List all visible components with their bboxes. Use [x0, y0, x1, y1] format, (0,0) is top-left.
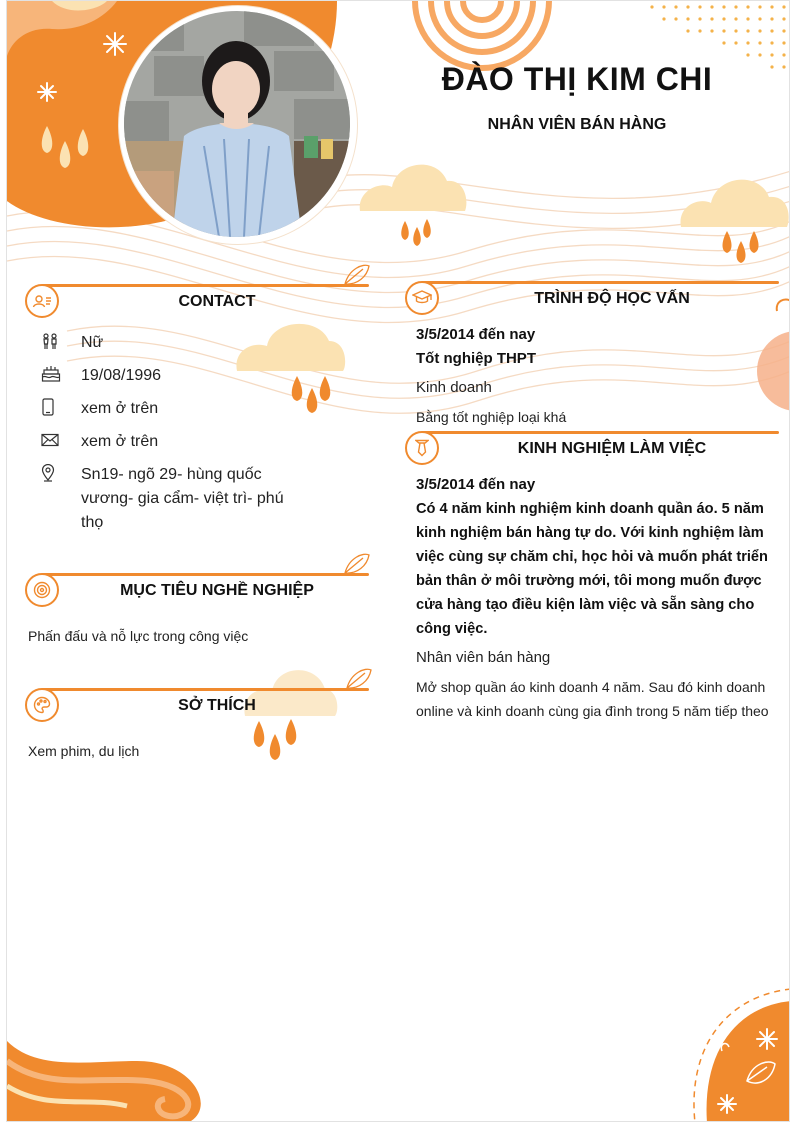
section-objective-header: [25, 573, 369, 609]
email-value: xem ở trên: [81, 433, 159, 450]
top-arcs: [415, 1, 549, 68]
section-title: MỤC TIÊU NGHỀ NGHIỆP: [120, 582, 314, 599]
education-note: Bằng tốt nghiệp loại khá: [416, 409, 567, 425]
bottom-left-swirl: [7, 1041, 201, 1122]
education-degree: Tốt nghiệp THPT: [416, 350, 536, 367]
contact-birthday: [41, 364, 341, 388]
contact-email: [41, 430, 341, 454]
section-hobbies-header: [25, 688, 369, 724]
experience-period: 3/5/2014 đến nay: [416, 476, 536, 493]
section-line: [41, 688, 369, 691]
location-pin-icon: [41, 463, 81, 483]
birthday-value: 19/08/1996: [81, 367, 162, 384]
hobbies-text: Xem phim, du lịch: [28, 743, 140, 759]
experience-position: Nhân viên bán hàng: [416, 649, 551, 666]
full-name: ĐÀO THỊ KIM CHI: [441, 61, 713, 97]
graduation-cap-icon: [405, 281, 439, 315]
experience-description: Mở shop quần áo kinh doanh 4 năm. Sau đó kinh doanh online và kinh doanh cùng gia đình trong 5 năm tiếp theo: [416, 679, 769, 719]
phone-icon: [41, 397, 81, 417]
section-title: TRÌNH ĐỘ HỌC VẤN: [534, 290, 690, 307]
section-title: CONTACT: [178, 293, 256, 310]
section-title: SỞ THÍCH: [178, 697, 256, 714]
objective-text: Phấn đấu và nỗ lực trong công việc: [28, 628, 249, 644]
gender-icon: [41, 331, 81, 351]
section-line: [421, 281, 779, 284]
job-title: NHÂN VIÊN BÁN HÀNG: [487, 116, 667, 133]
contact-card-icon: [25, 284, 59, 318]
education-major: Kinh doanh: [416, 379, 492, 396]
avatar: [124, 11, 350, 237]
section-education-header: [405, 281, 779, 317]
section-title: KINH NGHIỆM LÀM VIỆC: [517, 440, 707, 457]
gender-value: Nữ: [81, 334, 104, 351]
bottom-right-blob: [694, 989, 790, 1122]
section-line: [41, 573, 369, 576]
palette-icon: [25, 688, 59, 722]
section-contact-header: [25, 284, 369, 320]
cv-page: [6, 0, 790, 1122]
section-experience-header: [405, 431, 779, 467]
education-period: 3/5/2014 đến nay: [416, 326, 536, 343]
avatar-illustration: [124, 11, 350, 237]
target-icon: [25, 573, 59, 607]
section-line: [421, 431, 779, 434]
contact-address: [41, 463, 311, 535]
address-value: Sn19- ngõ 29- hùng quốc vương- gia cẩm- việt trì- phú thọ: [81, 466, 284, 531]
cloud-1: [360, 165, 467, 246]
experience-summary: Có 4 năm kinh nghiệm kinh doanh quần áo. 5 năm kinh nghiệm bán hàng tự do. Với kinh nghiệm làm việc cùng sự chăm chỉ, học hỏi và muốn phát triển bản thân ở môi trường mới, tôi mong muốn được cửa hàng tạo điều kiện làm việc và sẵn sàng cho công việc.: [416, 501, 768, 637]
phone-value: xem ở trên: [81, 400, 159, 417]
section-line: [41, 284, 369, 287]
dot-grid: [650, 5, 785, 68]
birthday-cake-icon: [41, 364, 81, 384]
email-envelope-icon: [41, 430, 81, 450]
necktie-icon: [405, 431, 439, 465]
contact-gender: [41, 331, 341, 355]
contact-phone: [41, 397, 341, 421]
